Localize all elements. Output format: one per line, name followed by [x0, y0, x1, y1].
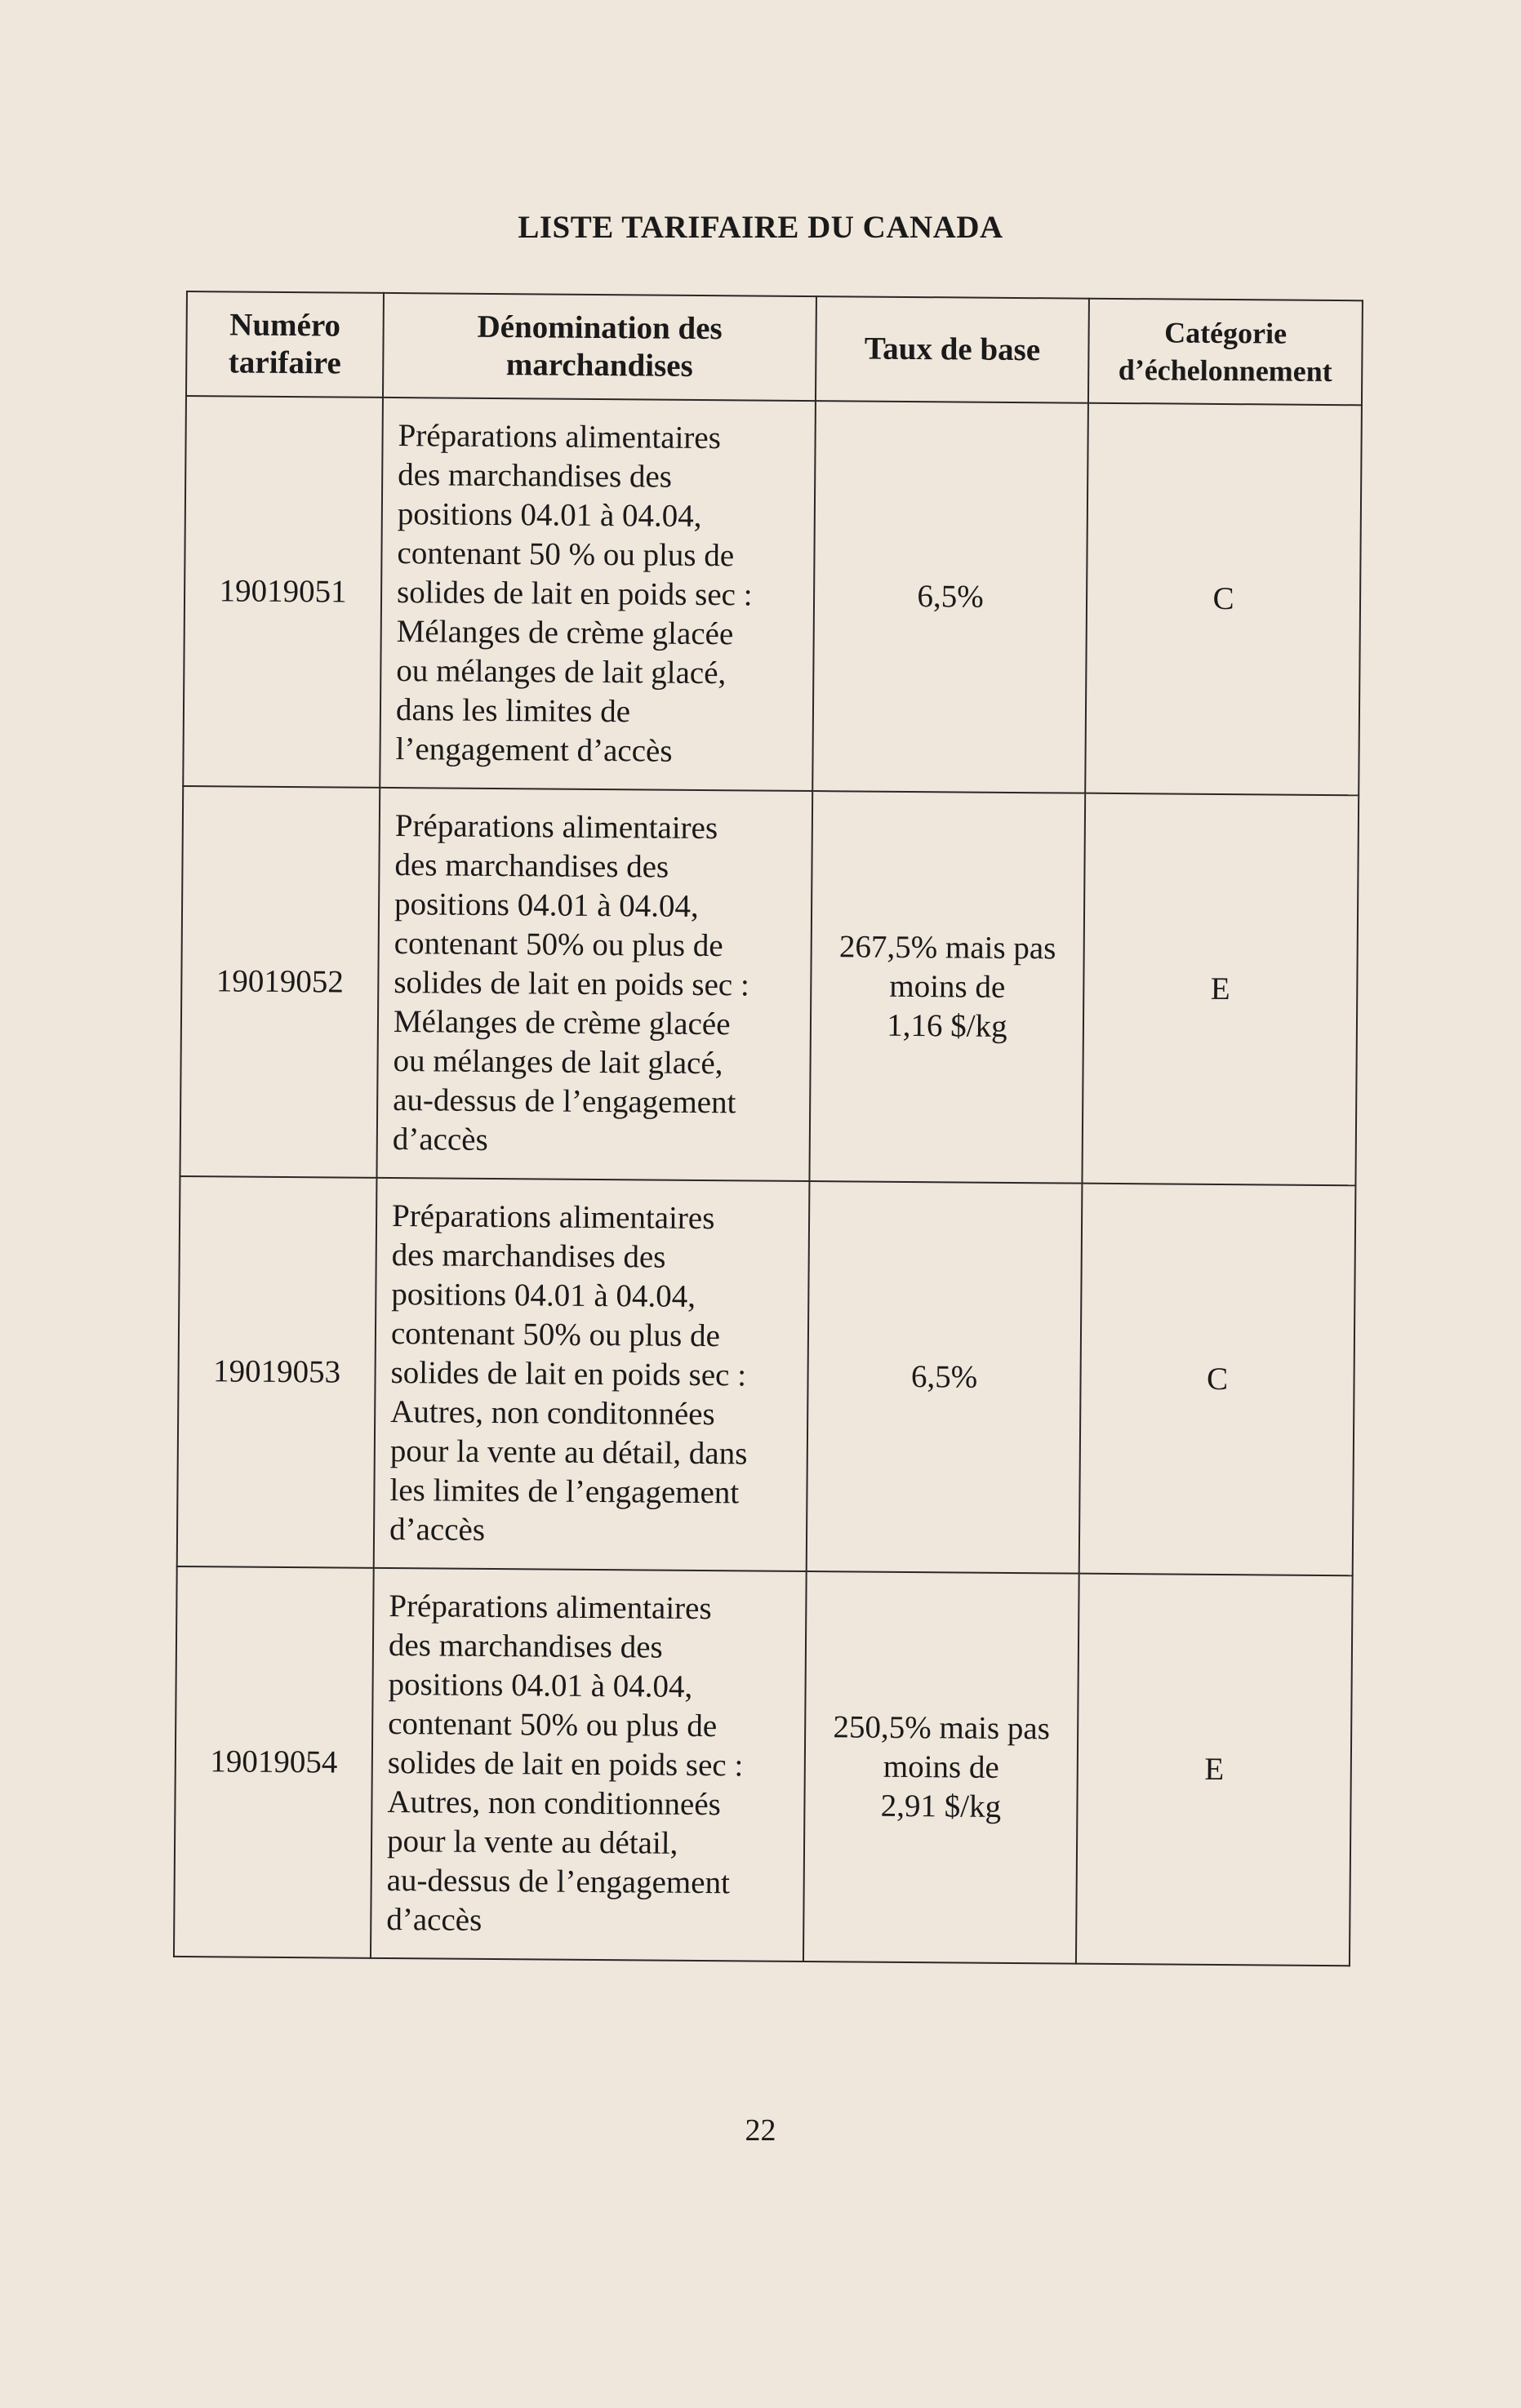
staging-category-cell: C: [1085, 403, 1362, 796]
header-numero-tarifaire: [186, 291, 384, 398]
base-rate-line: 250,5% mais pas: [833, 1709, 1051, 1747]
base-rate-cell: [809, 791, 1085, 1184]
description-line: les limites de l’engagement: [389, 1473, 740, 1511]
description-line: Mélanges de crème glacée: [396, 614, 734, 652]
description-line: ou mélanges de lait glacé,: [396, 653, 727, 691]
description-line: d’accès: [389, 1512, 486, 1548]
staging-category-cell: E: [1076, 1574, 1353, 1966]
description-line: positions 04.01 à 04.04,: [388, 1666, 693, 1704]
description-line: pour la vente au détail, dans: [389, 1433, 748, 1472]
description-line: des marchandises des: [388, 1627, 663, 1665]
base-rate-cell: [807, 1181, 1083, 1574]
header-denomination-line-2: marchandises: [505, 347, 693, 384]
description-line: Autres, non conditonnées: [390, 1394, 715, 1433]
description-line: solides de lait en poids sec :: [396, 575, 753, 613]
header-categorie-line-1: Catégorie: [1164, 316, 1288, 350]
description-line: d’accès: [392, 1122, 488, 1157]
description-line: dans les limites de: [395, 692, 631, 730]
page-number: 22: [745, 2113, 776, 2148]
header-categorie: [1088, 299, 1363, 406]
description-line: des marchandises des: [394, 847, 669, 885]
description-line: Mélanges de crème glacée: [393, 1004, 731, 1042]
description-line: contenant 50 % ou plus de: [397, 535, 735, 574]
base-rate-line: 267,5% mais pas: [838, 929, 1056, 966]
description-line: solides de lait en poids sec :: [387, 1744, 744, 1784]
tariff-number-cell: 19019054: [174, 1566, 374, 1958]
table-row: [180, 786, 1359, 1185]
tariff-number-cell: 19019051: [183, 396, 383, 788]
description-line: positions 04.01 à 04.04,: [397, 496, 702, 534]
description-line: au-dessus de l’engagement: [386, 1862, 731, 1901]
description-line: d’accès: [386, 1901, 483, 1938]
base-rate-cell: [812, 401, 1088, 793]
description-line: ou mélanges de lait glacé,: [393, 1043, 723, 1082]
description-line: Préparations alimentaires: [394, 808, 718, 846]
description-line: solides de lait en poids sec :: [390, 1355, 747, 1393]
table-row: [183, 396, 1362, 795]
header-taux-de-base: Taux de base: [816, 296, 1089, 403]
description-line: Préparations alimentaires: [398, 418, 722, 456]
page-title: LISTE TARIFAIRE DU CANADA: [518, 210, 1003, 245]
description-line: positions 04.01 à 04.04,: [391, 1277, 696, 1314]
base-rate-line: moins de: [883, 1748, 999, 1785]
description-cell: [376, 788, 812, 1181]
table-header-row: [186, 291, 1363, 405]
description-line: des marchandises des: [391, 1237, 666, 1275]
table-row: [177, 1176, 1356, 1575]
description-line: solides de lait en poids sec :: [394, 965, 749, 1003]
tariff-number-cell: 19019052: [180, 786, 380, 1178]
header-numero-line-2: tarifaire: [228, 344, 341, 381]
description-line: contenant 50% ou plus de: [390, 1316, 721, 1354]
base-rate-line: 6,5%: [910, 1359, 978, 1395]
base-rate-cell: [803, 1571, 1079, 1964]
table-row: [174, 1566, 1353, 1966]
base-rate-line: 1,16 $/kg: [887, 1007, 1007, 1044]
staging-category-cell: E: [1082, 793, 1359, 1186]
description-cell: [371, 1568, 807, 1961]
base-rate-line: 6,5%: [917, 579, 984, 615]
description-line: Autres, non conditionneés: [387, 1784, 721, 1823]
description-cell: [374, 1178, 810, 1571]
staging-category-cell: C: [1079, 1184, 1356, 1576]
header-denomination: [383, 293, 816, 401]
description-line: contenant 50% ou plus de: [394, 926, 723, 964]
base-rate-line: 2,91 $/kg: [880, 1788, 1002, 1824]
description-line: des marchandises des: [398, 457, 673, 495]
header-numero-line-1: Numéro: [229, 307, 341, 344]
description-cell: [380, 398, 816, 791]
header-categorie-line-2: d’échelonnement: [1118, 353, 1332, 389]
description-line: Préparations alimentaires: [391, 1198, 715, 1237]
tariff-number-cell: 19019053: [177, 1176, 377, 1568]
description-line: Préparations alimentaires: [389, 1588, 712, 1627]
tariff-table: [173, 291, 1363, 1966]
base-rate-line: moins de: [889, 968, 1006, 1005]
description-line: l’engagement d’accès: [395, 731, 673, 769]
description-line: pour la vente au détail,: [386, 1823, 678, 1861]
description-line: positions 04.01 à 04.04,: [394, 886, 699, 924]
description-line: contenant 50% ou plus de: [388, 1705, 718, 1744]
header-denomination-line-1: Dénomination des: [477, 309, 723, 347]
description-line: au-dessus de l’engagement: [393, 1082, 736, 1121]
